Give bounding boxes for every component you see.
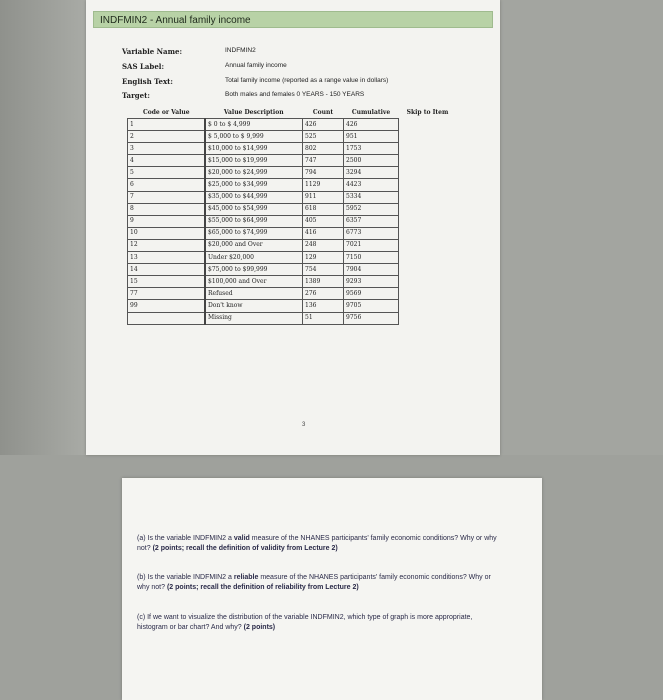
cell-skip (399, 143, 458, 155)
question-c (137, 613, 497, 633)
variable-title: INDFMIN2 - Annual family income (93, 11, 493, 28)
cell-cumulative: 6773 (344, 227, 399, 239)
table-row (128, 155, 458, 167)
header-count: Count (312, 108, 334, 116)
table-row (128, 252, 458, 264)
meta-label-target: Target: (122, 91, 150, 100)
table-row (128, 179, 458, 191)
table-row (128, 143, 458, 155)
cell-count: 1129 (303, 179, 344, 191)
cell-cumulative: 3294 (344, 167, 399, 179)
question-c-text: (c) If we want to visualize the distribution of the variable INDFMIN2, which type of graph is more appropriate, histogram or bar chart? And why? (137, 614, 473, 631)
table-row (128, 264, 458, 276)
table-row (128, 119, 458, 131)
question-c-points: (2 points) (243, 624, 276, 631)
code-table (127, 106, 458, 325)
cell-count: 754 (303, 264, 344, 276)
cell-description: $ 0 to $ 4,999 (205, 119, 303, 131)
cell-count: 248 (303, 239, 344, 251)
table-body (128, 119, 458, 325)
cell-count: 525 (303, 131, 344, 143)
table-row (128, 215, 458, 227)
cell-description: $65,000 to $74,999 (205, 227, 303, 239)
cell-skip (399, 215, 458, 227)
cell-description: $35,000 to $44,999 (205, 191, 303, 203)
cell-count: 416 (303, 227, 344, 239)
cell-cumulative: 9293 (344, 276, 399, 288)
cell-cumulative: 2500 (344, 155, 399, 167)
table-row (128, 167, 458, 179)
meta-value-english-text: Total family income (reported as a range value in dollars) (225, 77, 389, 84)
cell-description: $20,000 and Over (205, 239, 303, 251)
table-row (128, 227, 458, 239)
cell-skip (399, 191, 458, 203)
cell-count: 426 (303, 119, 344, 131)
page-number: 3 (302, 422, 306, 428)
cell-skip (399, 119, 458, 131)
cell-skip (399, 252, 458, 264)
cell-cumulative: 5952 (344, 203, 399, 215)
question-b (137, 573, 497, 593)
cell-skip (399, 288, 458, 300)
table-row (128, 276, 458, 288)
cell-cumulative: 7021 (344, 239, 399, 251)
cell-description: $ 5,000 to $ 9,999 (205, 131, 303, 143)
meta-value-variable-name: INDFMIN2 (225, 47, 256, 54)
cell-code: 1 (128, 119, 206, 131)
cell-cumulative: 426 (344, 119, 399, 131)
cell-count: 129 (303, 252, 344, 264)
cell-code (128, 312, 206, 324)
cell-description: $100,000 and Over (205, 276, 303, 288)
question-a (137, 534, 497, 554)
cell-count: 405 (303, 215, 344, 227)
cell-code: 9 (128, 215, 206, 227)
cell-count: 794 (303, 167, 344, 179)
cell-skip (399, 312, 458, 324)
table-row (128, 288, 458, 300)
cell-description: $45,000 to $54,999 (205, 203, 303, 215)
cell-description: $10,000 to $14,999 (205, 143, 303, 155)
question-a-keyword: valid (233, 535, 250, 542)
cell-skip (399, 155, 458, 167)
table-row (128, 300, 458, 312)
cell-skip (399, 179, 458, 191)
cell-cumulative: 9705 (344, 300, 399, 312)
background-right (500, 0, 663, 455)
cell-cumulative: 7904 (344, 264, 399, 276)
cell-skip (399, 264, 458, 276)
question-a-points: (2 points; recall the definition of validity from Lecture 2) (152, 545, 338, 552)
cell-cumulative: 4423 (344, 179, 399, 191)
cell-count: 276 (303, 288, 344, 300)
question-a-text: (a) Is the variable INDFMIN2 a (137, 535, 234, 542)
cell-code: 99 (128, 300, 206, 312)
cell-cumulative: 5334 (344, 191, 399, 203)
cell-code: 14 (128, 264, 206, 276)
table-row (128, 131, 458, 143)
cell-skip (399, 300, 458, 312)
cell-description: Missing (205, 312, 303, 324)
cell-count: 1389 (303, 276, 344, 288)
cell-description: Don't know (205, 300, 303, 312)
meta-label-english-text: English Text: (122, 77, 173, 86)
meta-label-sas-label: SAS Label: (122, 62, 165, 71)
table-row (128, 312, 458, 324)
cell-cumulative: 951 (344, 131, 399, 143)
cell-count: 747 (303, 155, 344, 167)
cell-cumulative: 9569 (344, 288, 399, 300)
cell-skip (399, 167, 458, 179)
cell-description: $75,000 to $99,999 (205, 264, 303, 276)
cell-cumulative: 9756 (344, 312, 399, 324)
header-description: Value Description (223, 108, 284, 116)
table-row (128, 239, 458, 251)
table-row (128, 191, 458, 203)
cell-code: 2 (128, 131, 206, 143)
question-a-text-cont: measure of the NHANES participants' family economic conditions? Why or why not? (137, 535, 497, 552)
question-b-text: (b) Is the variable INDFMIN2 a (137, 574, 234, 581)
background-left (0, 0, 86, 455)
cell-code: 13 (128, 252, 206, 264)
cell-code: 3 (128, 143, 206, 155)
cell-skip (399, 203, 458, 215)
cell-description: Under $20,000 (205, 252, 303, 264)
cell-count: 136 (303, 300, 344, 312)
cell-cumulative: 6357 (344, 215, 399, 227)
table-header-row (128, 106, 458, 119)
cell-description: $15,000 to $19,999 (205, 155, 303, 167)
cell-code: 6 (128, 179, 206, 191)
cell-skip (399, 131, 458, 143)
cell-skip (399, 227, 458, 239)
cell-count: 911 (303, 191, 344, 203)
meta-value-target: Both males and females 0 YEARS - 150 YEARS (225, 91, 365, 98)
cell-skip (399, 239, 458, 251)
header-code: Code or Value (142, 108, 190, 116)
header-skip: Skip to Item (406, 108, 449, 116)
question-b-points: (2 points; recall the definition of reliability from Lecture 2) (166, 584, 359, 591)
question-b-text-cont: measure of the NHANES participants' family economic conditions? Why or why not? (137, 574, 491, 591)
cell-code: 10 (128, 227, 206, 239)
cell-count: 51 (303, 312, 344, 324)
header-cumulative: Cumulative (351, 108, 391, 116)
meta-label-variable-name: Variable Name: (122, 47, 183, 56)
cell-description: Refused (205, 288, 303, 300)
question-b-keyword: reliable (233, 574, 259, 581)
cell-code: 4 (128, 155, 206, 167)
cell-description: $20,000 to $24,999 (205, 167, 303, 179)
cell-code: 8 (128, 203, 206, 215)
cell-count: 802 (303, 143, 344, 155)
cell-code: 7 (128, 191, 206, 203)
table-row (128, 203, 458, 215)
meta-value-sas-label: Annual family income (225, 62, 287, 69)
cell-code: 12 (128, 239, 206, 251)
cell-description: $55,000 to $64,999 (205, 215, 303, 227)
cell-cumulative: 1753 (344, 143, 399, 155)
cell-count: 618 (303, 203, 344, 215)
cell-cumulative: 7150 (344, 252, 399, 264)
cell-description: $25,000 to $34,999 (205, 179, 303, 191)
cell-code: 5 (128, 167, 206, 179)
cell-skip (399, 276, 458, 288)
cell-code: 15 (128, 276, 206, 288)
cell-code: 77 (128, 288, 206, 300)
